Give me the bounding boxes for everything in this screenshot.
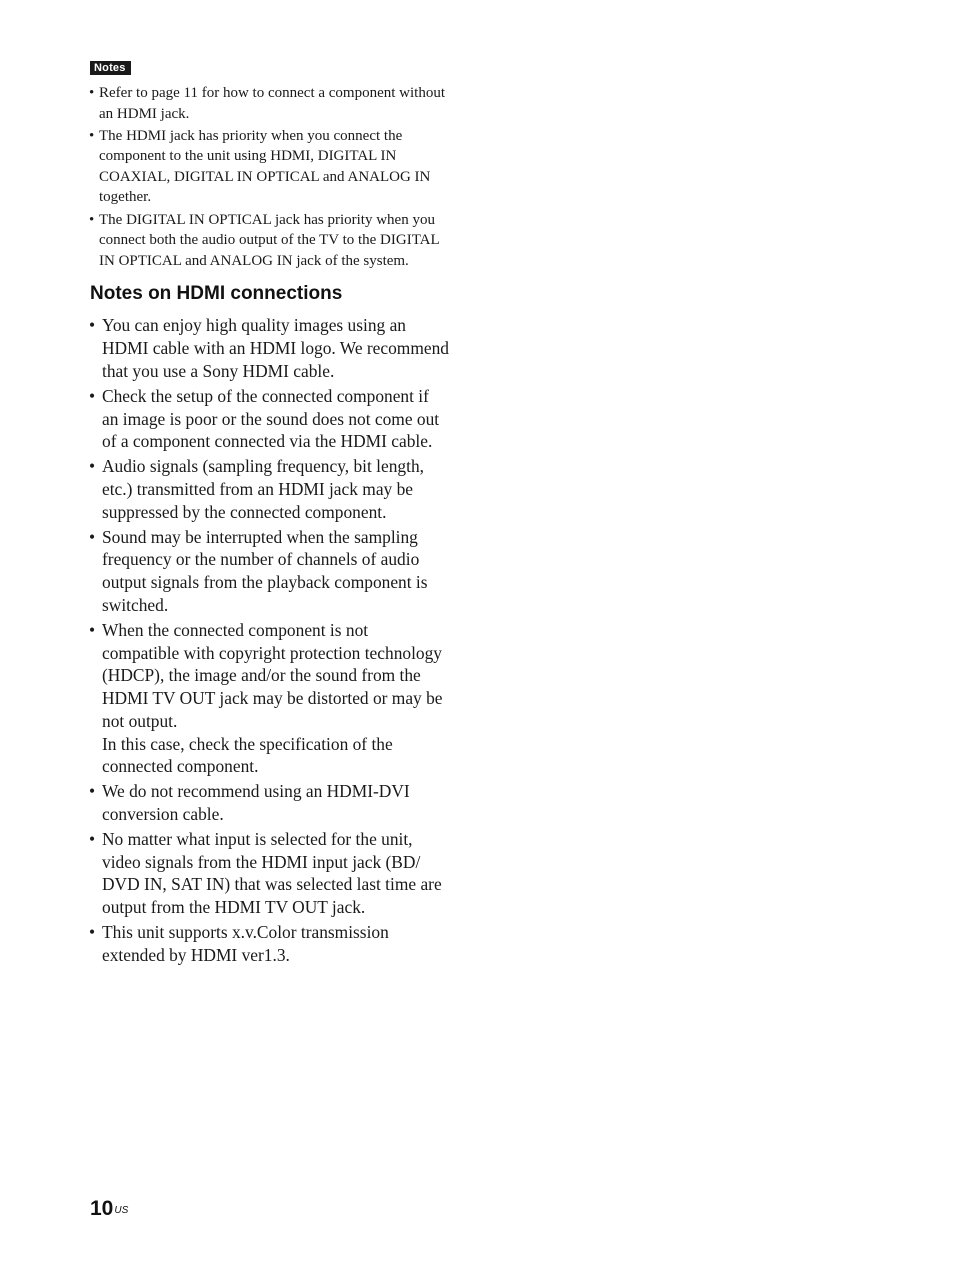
item-extra-text: In this case, check the specification of the connected component.	[102, 733, 393, 777]
note-text: Refer to page 11 for how to connect a component without an HDMI jack.	[99, 85, 446, 122]
page-number-value: 10	[90, 1197, 114, 1220]
bullet-icon: •	[89, 385, 96, 406]
item-text: We do not recommend using an HDMI-DVI conversion cable.	[102, 781, 410, 825]
bullet-icon: •	[89, 85, 95, 101]
bullet-icon: •	[89, 781, 96, 802]
bullet-icon: •	[89, 315, 96, 336]
item-text: You can enjoy high quality images using an HDMI cable with an HDMI logo. We recommend that you use a Sony HDMI cable.	[102, 315, 449, 381]
item-text: Check the setup of the connected component if an image is poor or the sound does not come out of a component connected via the HDMI cable.	[102, 385, 440, 452]
list-item	[89, 780, 449, 826]
page-number-suffix: US	[114, 1205, 129, 1216]
list-item	[89, 455, 449, 523]
bullet-icon: •	[89, 619, 96, 640]
bullet-icon: •	[89, 922, 96, 943]
content-column	[89, 58, 449, 969]
list-item	[89, 526, 449, 617]
hdmi-notes-list	[89, 314, 449, 966]
item-text: When the connected component is not compatible with copyright protection technology (HDCP), the image and/or the sound from the HDMI TV OUT jack may be distorted or may be not output.	[102, 619, 443, 731]
list-item	[89, 210, 449, 272]
item-text: No matter what input is selected for the unit, video signals from the HDMI input jack (BD/ DVD IN, SAT IN) that was selected last time are output from the HDMI TV OUT jack.	[102, 828, 442, 918]
note-text: The HDMI jack has priority when you connect the component to the unit using HDMI, DIGITAL IN COAXIAL, DIGITAL IN OPTICAL and ANALOG IN together.	[99, 127, 431, 206]
notes-badge: Notes	[90, 61, 131, 75]
bullet-icon: •	[89, 211, 95, 228]
list-item	[89, 921, 449, 967]
list-item	[89, 619, 449, 779]
item-text: Audio signals (sampling frequency, bit length, etc.) transmitted from an HDMI jack may be suppressed by the connected component.	[102, 456, 424, 522]
notes-list	[89, 83, 449, 271]
bullet-icon: •	[89, 127, 95, 144]
item-text: This unit supports x.v.Color transmission extended by HDMI ver1.3.	[102, 922, 389, 965]
list-item	[89, 828, 449, 919]
bullet-icon: •	[89, 456, 96, 477]
list-item	[89, 314, 449, 382]
list-item	[89, 126, 449, 208]
bullet-icon: •	[89, 526, 96, 547]
item-text: Sound may be interrupted when the sampling frequency or the number of channels of audio output signals from the playback component is switched.	[102, 526, 428, 615]
section-heading: Notes on HDMI connections	[90, 283, 343, 305]
page-number	[90, 1196, 128, 1222]
bullet-icon: •	[89, 828, 96, 849]
list-item	[89, 385, 449, 453]
note-text: The DIGITAL IN OPTICAL jack has priority when you connect both the audio output of the TV to the DIGITAL IN OPTICAL and ANALOG IN jack of the system.	[99, 211, 440, 269]
list-item	[89, 83, 449, 124]
